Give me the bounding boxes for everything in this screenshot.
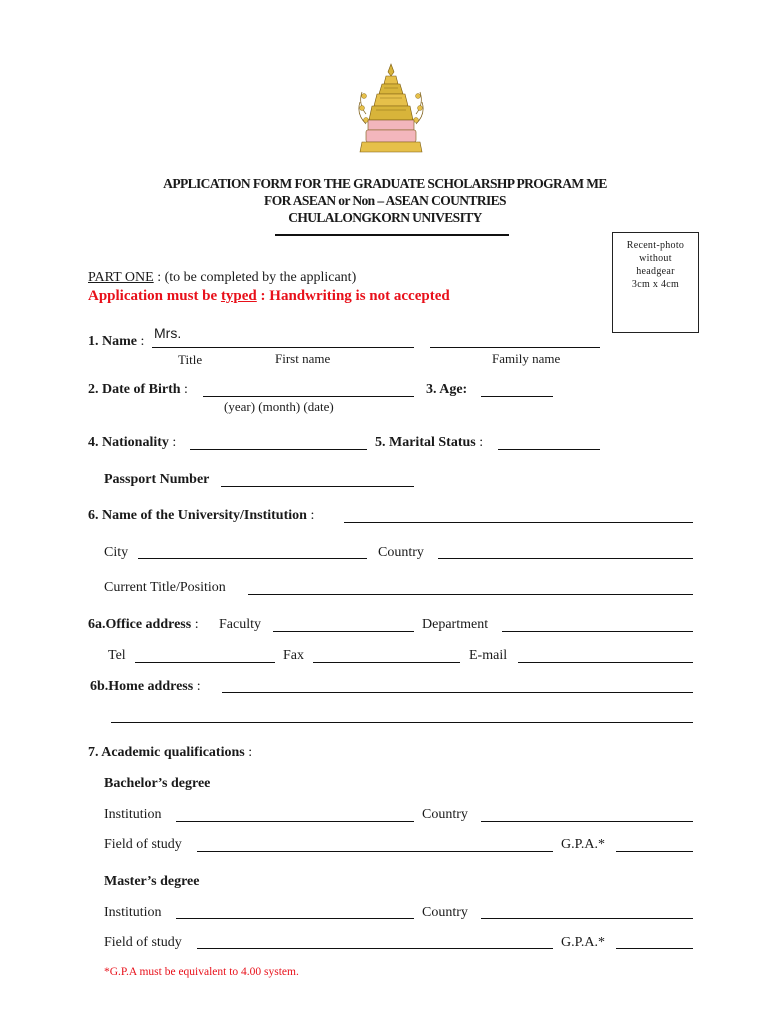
marital-label xyxy=(375,435,483,451)
master-field-label: Field of study xyxy=(104,935,182,950)
gpa-footnote: *G.P.A must be equivalent to 4.00 system. xyxy=(104,966,299,978)
city-label: City xyxy=(104,545,129,560)
academic-label xyxy=(88,745,252,761)
warning-emph: typed xyxy=(220,288,257,304)
typed-warning xyxy=(88,288,450,305)
master-country-label: Country xyxy=(422,905,468,920)
name-label-text: 1. Name xyxy=(88,334,137,349)
passport-label: Passport Number xyxy=(104,472,210,487)
nationality-field[interactable] xyxy=(190,449,367,450)
photo-box-text-2: without xyxy=(639,253,672,264)
master-country-field[interactable] xyxy=(481,918,693,919)
photo-box-text-4: 3cm x 4cm xyxy=(631,279,680,290)
master-heading: Master’s degree xyxy=(104,874,200,889)
city-field[interactable] xyxy=(138,558,367,559)
bachelor-country-field[interactable] xyxy=(481,821,693,822)
part-one-heading-row xyxy=(88,270,356,286)
bachelor-gpa-field[interactable] xyxy=(616,851,693,852)
bachelor-institution-label: Institution xyxy=(104,807,162,822)
photo-box[interactable] xyxy=(612,232,699,333)
warning-prefix: Application must be xyxy=(88,288,221,304)
academic-label-text: 7. Academic qualifications xyxy=(88,745,245,760)
faculty-field[interactable] xyxy=(273,631,414,632)
tel-field[interactable] xyxy=(135,662,275,663)
name-sub-title: Title xyxy=(178,352,203,367)
home-label-text: 6b.Home address xyxy=(90,679,194,694)
university-label xyxy=(88,508,314,524)
form-title-line-2: FOR ASEAN or Non – ASEAN COUNTRIES xyxy=(264,193,506,208)
office-label xyxy=(88,617,199,633)
academic-colon: : xyxy=(244,745,253,760)
master-institution-field[interactable] xyxy=(176,918,414,919)
office-label-text: 6a.Office address xyxy=(88,617,192,632)
name-family-field[interactable] xyxy=(430,347,600,348)
name-colon: : xyxy=(137,334,145,349)
email-field[interactable] xyxy=(518,662,693,663)
header-divider xyxy=(275,234,509,236)
dob-field[interactable] xyxy=(203,396,414,397)
office-colon: : xyxy=(191,617,199,632)
part-one-note: : (to be completed by the applicant) xyxy=(153,270,357,285)
name-label xyxy=(88,334,144,350)
bachelor-field-field[interactable] xyxy=(197,851,553,852)
department-label: Department xyxy=(422,617,489,632)
name-title-field[interactable] xyxy=(152,347,246,348)
master-gpa-field[interactable] xyxy=(616,948,693,949)
master-gpa-label: G.P.A.* xyxy=(561,935,605,950)
form-title-line-3: CHULALONGKORN UNIVESITY xyxy=(288,210,482,225)
bachelor-country-label: Country xyxy=(422,807,468,822)
passport-field[interactable] xyxy=(221,486,414,487)
country-label: Country xyxy=(378,545,424,560)
age-field[interactable] xyxy=(481,396,553,397)
university-emblem-icon xyxy=(356,62,426,154)
dob-label xyxy=(88,382,188,398)
fax-label: Fax xyxy=(283,648,304,663)
marital-label-text: 5. Marital Status xyxy=(375,435,476,450)
marital-colon: : xyxy=(475,435,484,450)
current-title-field[interactable] xyxy=(248,594,693,595)
master-field-field[interactable] xyxy=(197,948,553,949)
bachelor-gpa-label: G.P.A.* xyxy=(561,837,605,852)
bachelor-institution-field[interactable] xyxy=(176,821,414,822)
department-field[interactable] xyxy=(502,631,693,632)
current-title-label: Current Title/Position xyxy=(104,580,226,595)
nationality-colon: : xyxy=(168,435,177,450)
age-label: 3. Age: xyxy=(426,382,468,397)
nationality-label-text: 4. Nationality xyxy=(88,435,169,450)
nationality-label xyxy=(88,435,176,451)
dob-colon: : xyxy=(180,382,188,397)
bachelor-field-label: Field of study xyxy=(104,837,182,852)
bachelor-heading: Bachelor’s degree xyxy=(104,776,211,791)
name-title-value[interactable]: Mrs. xyxy=(154,325,182,341)
home-label xyxy=(90,679,201,695)
university-colon: : xyxy=(306,508,315,523)
name-first-field[interactable] xyxy=(246,347,414,348)
form-title-line-1: APPLICATION FORM FOR THE GRADUATE SCHOLARSHP PROGRAM ME xyxy=(163,176,607,191)
marital-field[interactable] xyxy=(498,449,600,450)
photo-box-text-1: Recent-photo xyxy=(626,240,685,251)
university-label-text: 6. Name of the University/Institution xyxy=(88,508,307,523)
home-field-line-2[interactable] xyxy=(111,722,693,723)
country-field[interactable] xyxy=(438,558,693,559)
master-institution-label: Institution xyxy=(104,905,162,920)
university-field[interactable] xyxy=(344,522,693,523)
tel-label: Tel xyxy=(108,648,126,663)
warning-suffix: : Handwriting is not accepted xyxy=(256,288,450,304)
fax-field[interactable] xyxy=(313,662,460,663)
part-one-heading: PART ONE xyxy=(88,270,154,285)
name-sub-first: First name xyxy=(275,351,331,366)
dob-sub: (year) (month) (date) xyxy=(224,399,334,414)
home-colon: : xyxy=(193,679,201,694)
home-field-line-1[interactable] xyxy=(222,692,693,693)
faculty-label: Faculty xyxy=(219,617,261,632)
email-label: E-mail xyxy=(469,648,508,663)
photo-box-text-3: headgear xyxy=(636,266,675,277)
name-sub-family: Family name xyxy=(492,351,561,366)
dob-label-text: 2. Date of Birth xyxy=(88,382,181,397)
